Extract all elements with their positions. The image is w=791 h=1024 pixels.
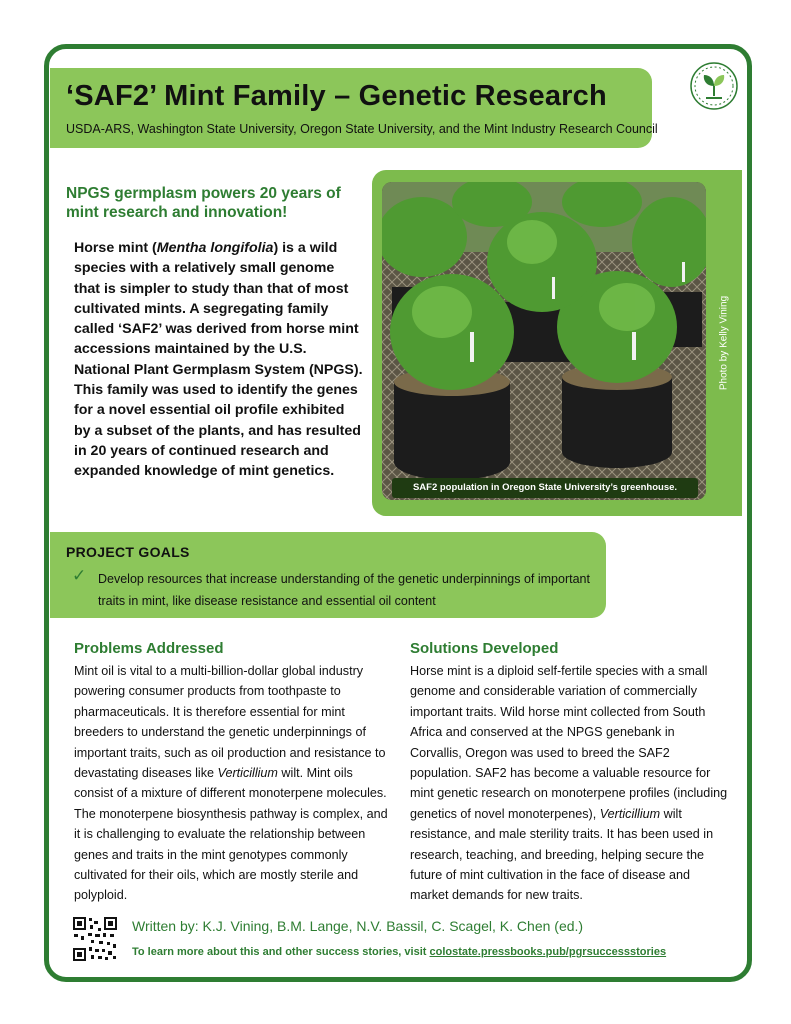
photo-caption: SAF2 population in Oregon State University’s greenhouse. <box>392 478 698 498</box>
solutions-text: Horse mint is a diploid self-fertile species with a small genome and considerable variation of commercially important traits. Wild horse mint collected from South Africa and conserved at the NPGS genebank in Corvallis, Oregon was used to breed the SAF2 population. SAF2 has become a valuable resource for mint genetic research on monoterpene profiles (including genetics of novel monoterpenes), Verticillium wilt resistance, and male sterility traits. It has been used in research, teaching, and breeding, helping secure the future of mint cultivation in the face of disease and market demands for new traits. <box>410 664 728 903</box>
learn-more-line: To learn more about this and other success stories, visit colostate.pressbooks.pub/pgrsuccessstories <box>132 946 667 958</box>
authors-line: Written by: K.J. Vining, B.M. Lange, N.V. Bassil, C. Scagel, K. Chen (ed.) <box>132 918 584 934</box>
problems-text: Mint oil is vital to a multi-billion-dollar global industry powering consumer products from toothpaste to pharmaceuticals. It is therefore essential for mint breeders to understand the genetic underpinnings of important traits, such as oil production and resistance to devastating diseases like Verticillium wilt. Mint oils consist of a mixture of different monoterpene molecules. The monoterpene biosynthesis pathway is complex, and it is challenging to evaluate the relationship between genes and traits in the mint genotypes commonly cultivated for their oils, which are mostly sterile and polyploid. <box>74 664 388 903</box>
problems-heading: Problems Addressed <box>74 640 224 657</box>
goal-item: Develop resources that increase understanding of the genetic underpinnings of important traits in mint, like disease resistance and essential oil content <box>98 572 590 608</box>
checkmark-icon: ✓ <box>72 566 87 585</box>
intro-tagline: NPGS germplasm powers 20 years of mint research and innovation! <box>66 185 341 221</box>
qr-code-icon[interactable] <box>72 916 118 962</box>
page-title: ‘SAF2’ Mint Family – Genetic Research <box>66 80 607 112</box>
success-stories-link[interactable]: colostate.pressbooks.pub/pgrsuccessstories <box>429 946 667 958</box>
greenhouse-photo <box>382 182 706 500</box>
plant-logo-icon <box>688 60 740 112</box>
intro-paragraph: Horse mint (Mentha longifolia) is a wild species with a relatively small genome that is simpler to study than that of most cultivated mints. A segregating family called ‘SAF2’ was derived from horse mint accessions maintained by the U.S. National Plant Germplasm System (NPGS). This family was used to identify the genes for a novel essential oil profile exhibited by a subset of the plants, and has resulted in 20 years of continued research and expanded knowledge of mint genetics. <box>74 240 363 480</box>
photo-credit: Photo by Kelly Vining <box>718 295 730 391</box>
page-subtitle: USDA-ARS, Washington State University, Oregon State University, and the Mint Industry Research Council <box>66 122 658 136</box>
problems-section <box>74 640 392 906</box>
solutions-section <box>410 640 728 906</box>
goals-title: PROJECT GOALS <box>66 544 190 560</box>
solutions-heading: Solutions Developed <box>410 640 559 657</box>
